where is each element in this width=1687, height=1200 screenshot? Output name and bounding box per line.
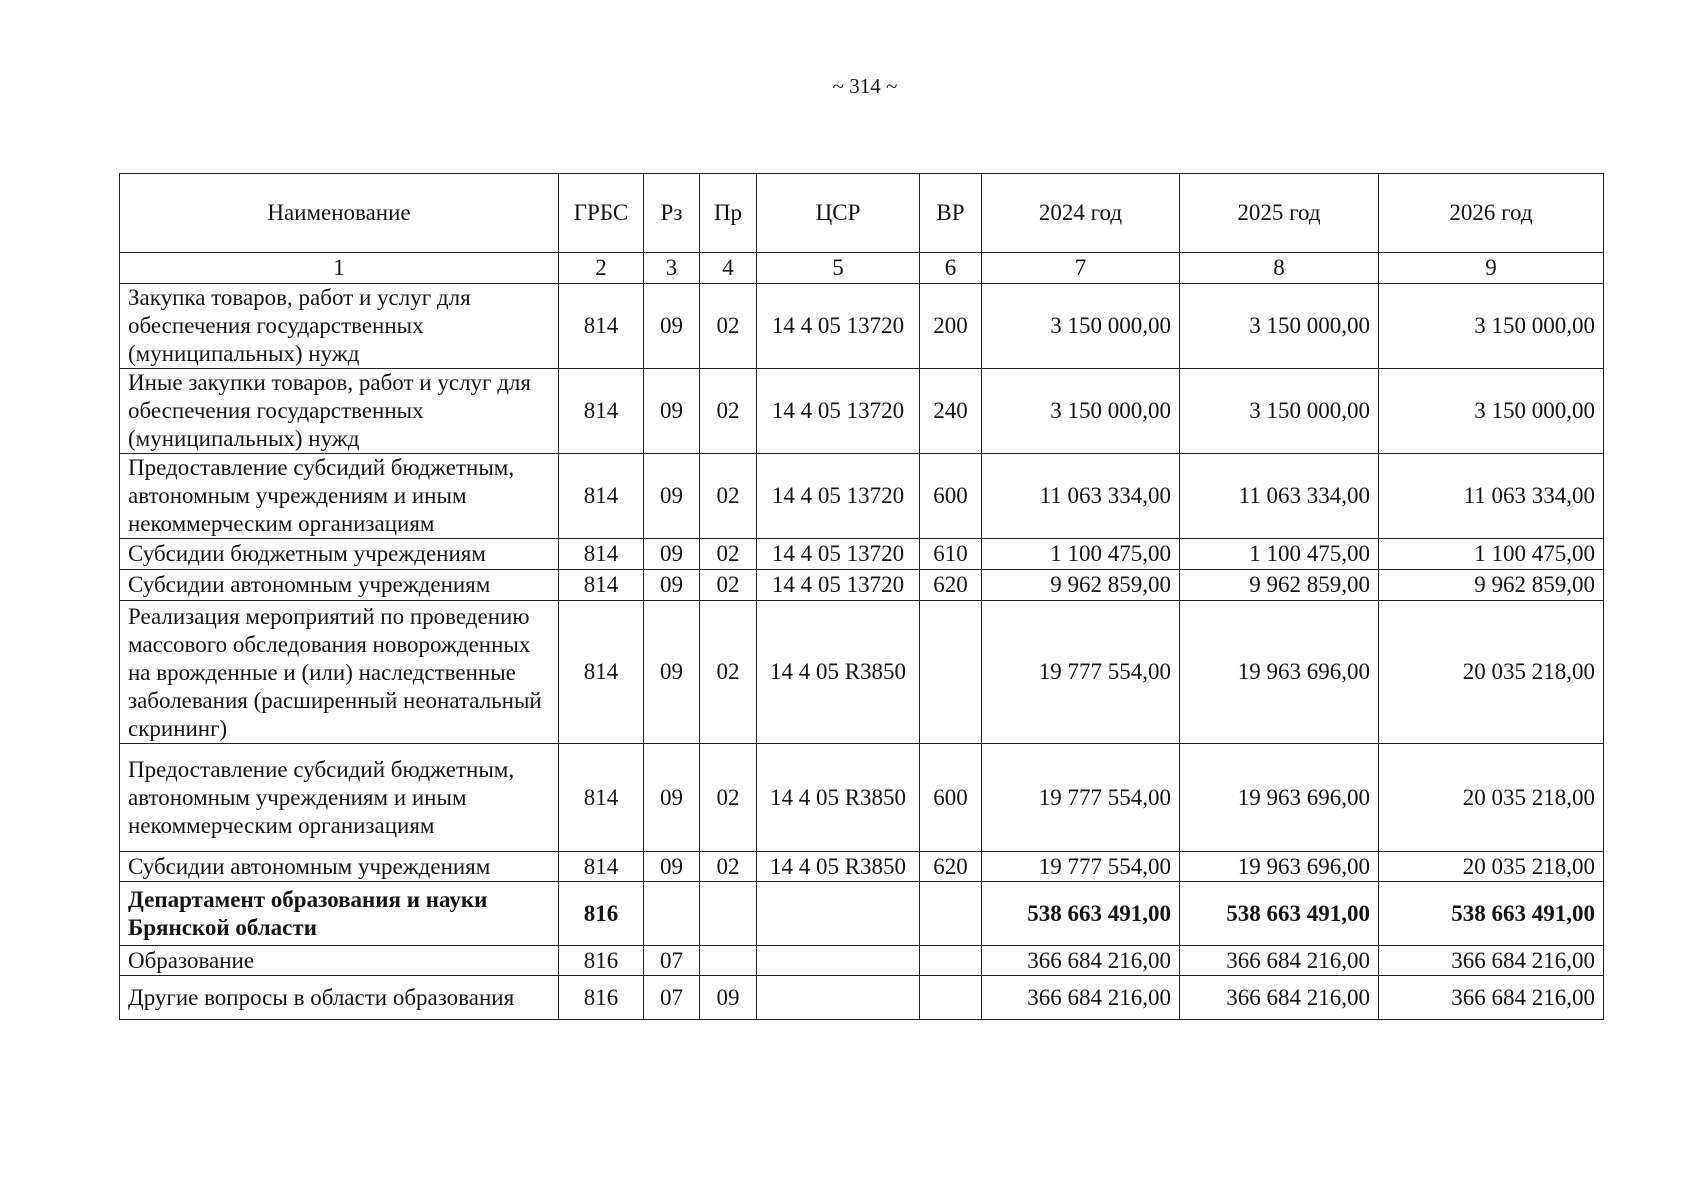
row-2024: 3 150 000,00	[982, 369, 1180, 454]
row-vr: 600	[920, 744, 982, 852]
header-2026: 2026 год	[1379, 174, 1604, 253]
row-pr: 02	[700, 539, 757, 570]
header-vr: ВР	[920, 174, 982, 253]
table-row	[120, 601, 1604, 744]
table-row	[120, 946, 1604, 976]
row-2026: 9 962 859,00	[1379, 570, 1604, 601]
row-csr: 14 4 05 13720	[757, 369, 920, 454]
row-grbs: 814	[559, 601, 644, 744]
column-number: 3	[644, 253, 700, 284]
row-pr: 02	[700, 852, 757, 882]
row-csr: 14 4 05 R3850	[757, 601, 920, 744]
header-2025: 2025 год	[1180, 174, 1379, 253]
row-pr	[700, 946, 757, 976]
table-row	[120, 976, 1604, 1020]
column-number-row	[120, 253, 1604, 284]
row-name: Образование	[120, 946, 559, 976]
row-name: Иные закупки товаров, работ и услуг для обеспечения государственных (муниципальных) нужд	[120, 369, 559, 454]
row-vr	[920, 976, 982, 1020]
row-rz: 09	[644, 284, 700, 369]
table-row	[120, 852, 1604, 882]
row-csr	[757, 976, 920, 1020]
row-2025: 9 962 859,00	[1180, 570, 1379, 601]
row-rz: 09	[644, 539, 700, 570]
row-name: Реализация мероприятий по проведению массового обследования новорожденных на врожденные и (или) наследственные заболевания (расширенный неонатальный скрининг)	[120, 601, 559, 744]
row-csr: 14 4 05 13720	[757, 284, 920, 369]
budget-table	[119, 173, 1604, 1020]
row-2025: 538 663 491,00	[1180, 882, 1379, 946]
row-2024: 19 777 554,00	[982, 744, 1180, 852]
table-header-row	[120, 174, 1604, 253]
row-vr	[920, 946, 982, 976]
table-row	[120, 369, 1604, 454]
row-name: Субсидии автономным учреждениям	[120, 852, 559, 882]
column-number: 6	[920, 253, 982, 284]
row-csr	[757, 946, 920, 976]
column-number: 5	[757, 253, 920, 284]
row-2025: 11 063 334,00	[1180, 454, 1379, 539]
row-grbs: 814	[559, 852, 644, 882]
row-2024: 366 684 216,00	[982, 976, 1180, 1020]
row-rz: 09	[644, 570, 700, 601]
row-2026: 20 035 218,00	[1379, 744, 1604, 852]
row-rz: 09	[644, 454, 700, 539]
column-number: 7	[982, 253, 1180, 284]
row-2024: 19 777 554,00	[982, 852, 1180, 882]
row-grbs: 814	[559, 539, 644, 570]
row-name: Другие вопросы в области образования	[120, 976, 559, 1020]
row-2025: 19 963 696,00	[1180, 601, 1379, 744]
row-grbs: 816	[559, 946, 644, 976]
header-csr: ЦСР	[757, 174, 920, 253]
row-2024: 366 684 216,00	[982, 946, 1180, 976]
row-rz: 07	[644, 946, 700, 976]
row-grbs: 814	[559, 284, 644, 369]
row-csr: 14 4 05 13720	[757, 454, 920, 539]
row-grbs: 816	[559, 976, 644, 1020]
row-pr: 09	[700, 976, 757, 1020]
header-pr: Пр	[700, 174, 757, 253]
column-number: 8	[1180, 253, 1379, 284]
row-2026: 1 100 475,00	[1379, 539, 1604, 570]
header-name: Наименование	[120, 174, 559, 253]
row-vr	[920, 882, 982, 946]
row-2025: 366 684 216,00	[1180, 976, 1379, 1020]
row-pr: 02	[700, 369, 757, 454]
row-rz	[644, 882, 700, 946]
row-rz: 09	[644, 744, 700, 852]
row-vr: 620	[920, 852, 982, 882]
row-csr	[757, 882, 920, 946]
row-vr: 610	[920, 539, 982, 570]
header-rz: Рз	[644, 174, 700, 253]
row-csr: 14 4 05 13720	[757, 539, 920, 570]
row-2026: 538 663 491,00	[1379, 882, 1604, 946]
column-number: 4	[700, 253, 757, 284]
row-2026: 366 684 216,00	[1379, 946, 1604, 976]
row-2025: 1 100 475,00	[1180, 539, 1379, 570]
row-2026: 20 035 218,00	[1379, 601, 1604, 744]
row-2025: 19 963 696,00	[1180, 852, 1379, 882]
page-number: ~ 314 ~	[832, 74, 898, 98]
row-2026: 3 150 000,00	[1379, 369, 1604, 454]
column-number: 9	[1379, 253, 1604, 284]
row-name: Субсидии автономным учреждениям	[120, 570, 559, 601]
row-2024: 538 663 491,00	[982, 882, 1180, 946]
row-2026: 11 063 334,00	[1379, 454, 1604, 539]
row-2024: 9 962 859,00	[982, 570, 1180, 601]
row-2026: 366 684 216,00	[1379, 976, 1604, 1020]
row-vr: 600	[920, 454, 982, 539]
row-grbs: 816	[559, 882, 644, 946]
row-pr: 02	[700, 570, 757, 601]
row-2025: 3 150 000,00	[1180, 284, 1379, 369]
row-rz: 09	[644, 852, 700, 882]
row-2025: 3 150 000,00	[1180, 369, 1379, 454]
row-name: Департамент образования и науки Брянской области	[120, 882, 559, 946]
row-grbs: 814	[559, 369, 644, 454]
row-grbs: 814	[559, 454, 644, 539]
row-name: Субсидии бюджетным учреждениям	[120, 539, 559, 570]
row-pr: 02	[700, 601, 757, 744]
row-name: Предоставление субсидий бюджетным, автономным учреждениям и иным некоммерческим организациям	[120, 454, 559, 539]
table-row	[120, 539, 1604, 570]
row-2024: 19 777 554,00	[982, 601, 1180, 744]
row-pr: 02	[700, 454, 757, 539]
header-2024: 2024 год	[982, 174, 1180, 253]
row-csr: 14 4 05 R3850	[757, 744, 920, 852]
row-rz: 09	[644, 601, 700, 744]
row-2025: 366 684 216,00	[1180, 946, 1379, 976]
row-name: Закупка товаров, работ и услуг для обеспечения государственных (муниципальных) нужд	[120, 284, 559, 369]
row-2026: 20 035 218,00	[1379, 852, 1604, 882]
table-row	[120, 454, 1604, 539]
row-vr: 200	[920, 284, 982, 369]
row-vr	[920, 601, 982, 744]
row-2024: 3 150 000,00	[982, 284, 1180, 369]
row-rz: 09	[644, 369, 700, 454]
row-2026: 3 150 000,00	[1379, 284, 1604, 369]
table-row	[120, 284, 1604, 369]
row-grbs: 814	[559, 570, 644, 601]
row-vr: 620	[920, 570, 982, 601]
column-number: 2	[559, 253, 644, 284]
row-grbs: 814	[559, 744, 644, 852]
row-csr: 14 4 05 13720	[757, 570, 920, 601]
row-rz: 07	[644, 976, 700, 1020]
row-pr	[700, 882, 757, 946]
row-2024: 1 100 475,00	[982, 539, 1180, 570]
row-2025: 19 963 696,00	[1180, 744, 1379, 852]
row-vr: 240	[920, 369, 982, 454]
table-row	[120, 744, 1604, 852]
row-name: Предоставление субсидий бюджетным, автономным учреждениям и иным некоммерческим организациям	[120, 744, 559, 852]
header-grbs: ГРБС	[559, 174, 644, 253]
row-csr: 14 4 05 R3850	[757, 852, 920, 882]
row-pr: 02	[700, 744, 757, 852]
table-row-department	[120, 882, 1604, 946]
row-pr: 02	[700, 284, 757, 369]
table-row	[120, 570, 1604, 601]
row-2024: 11 063 334,00	[982, 454, 1180, 539]
column-number: 1	[120, 253, 559, 284]
